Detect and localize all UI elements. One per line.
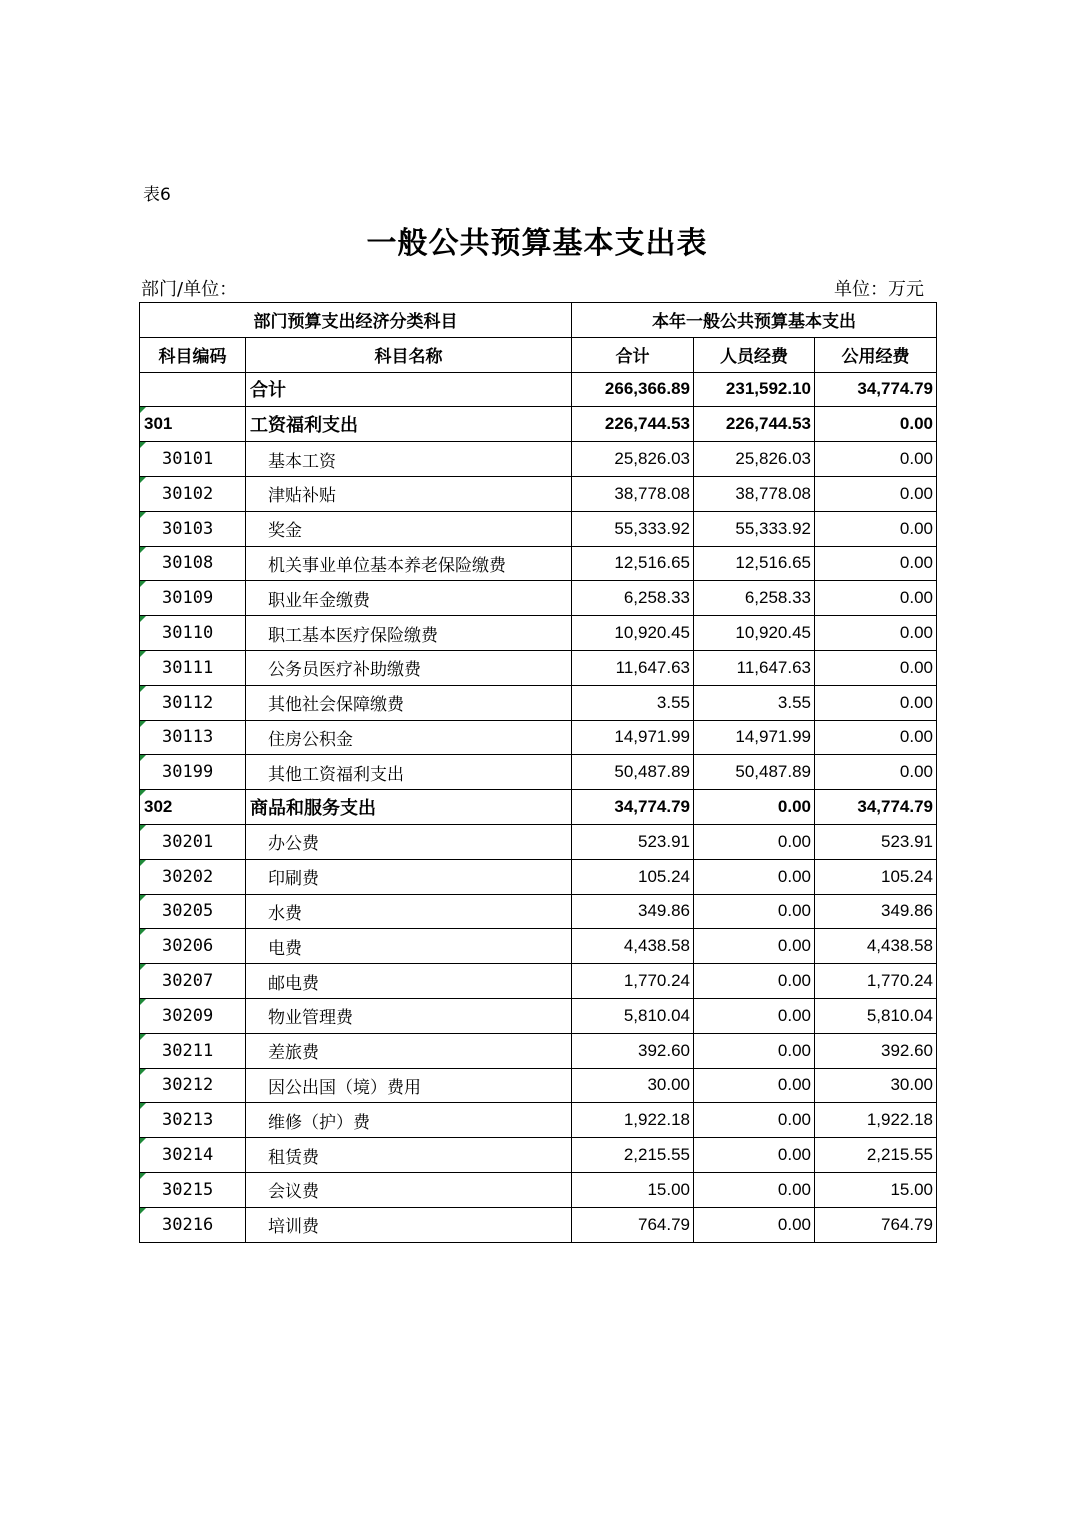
page-title: 一般公共预算基本支出表: [366, 226, 708, 261]
table-row: [140, 720, 937, 755]
cell-personnel: 0.00: [694, 1103, 815, 1138]
cell-personnel: 0.00: [694, 790, 815, 825]
cell-personnel: 50,487.89: [694, 755, 815, 790]
cell-total: 30.00: [572, 1068, 694, 1103]
cell-code: 30109: [140, 581, 246, 616]
cell-public: 0.00: [815, 546, 937, 581]
cell-code: 30214: [140, 1138, 246, 1173]
cell-name: 机关事业单位基本养老保险缴费: [246, 546, 572, 581]
cell-public: 349.86: [815, 894, 937, 929]
table-row: [140, 998, 937, 1033]
cell-name: 租赁费: [246, 1138, 572, 1173]
cell-total: 1,922.18: [572, 1103, 694, 1138]
cell-public: 0.00: [815, 407, 937, 442]
cell-personnel: 12,516.65: [694, 546, 815, 581]
cell-public: 0.00: [815, 511, 937, 546]
cell-personnel: 55,333.92: [694, 511, 815, 546]
cell-total: 15.00: [572, 1172, 694, 1207]
cell-total: 105.24: [572, 859, 694, 894]
cell-public: 0.00: [815, 581, 937, 616]
cell-total: 5,810.04: [572, 998, 694, 1033]
table-row: [140, 407, 937, 442]
cell-name: 商品和服务支出: [246, 790, 572, 825]
cell-name: 职业年金缴费: [246, 581, 572, 616]
cell-total: 764.79: [572, 1207, 694, 1242]
header-group-row: [140, 303, 937, 338]
table-row: [140, 1138, 937, 1173]
cell-total: 34,774.79: [572, 790, 694, 825]
cell-code: 30102: [140, 476, 246, 511]
cell-total: 266,366.89: [572, 372, 694, 407]
cell-name: 办公费: [246, 824, 572, 859]
cell-name: 电费: [246, 929, 572, 964]
table-row: [140, 511, 937, 546]
cell-code: 30103: [140, 511, 246, 546]
table-row: [140, 1033, 937, 1068]
table-row: [140, 581, 937, 616]
table-row: [140, 824, 937, 859]
cell-public: 2,215.55: [815, 1138, 937, 1173]
cell-name: 基本工资: [246, 442, 572, 477]
cell-public: 34,774.79: [815, 790, 937, 825]
cell-total: 6,258.33: [572, 581, 694, 616]
cell-public: 4,438.58: [815, 929, 937, 964]
cell-personnel: 226,744.53: [694, 407, 815, 442]
cell-public: 523.91: [815, 824, 937, 859]
cell-public: 0.00: [815, 650, 937, 685]
cell-public: 0.00: [815, 476, 937, 511]
cell-code: 30212: [140, 1068, 246, 1103]
cell-personnel: 0.00: [694, 824, 815, 859]
table-row: [140, 685, 937, 720]
table-row: [140, 442, 937, 477]
cell-name: 水费: [246, 894, 572, 929]
cell-code: 301: [140, 407, 246, 442]
cell-public: 0.00: [815, 685, 937, 720]
cell-name: 公务员医疗补助缴费: [246, 650, 572, 685]
cell-personnel: 3.55: [694, 685, 815, 720]
cell-personnel: 231,592.10: [694, 372, 815, 407]
cell-code: 30216: [140, 1207, 246, 1242]
cell-personnel: 0.00: [694, 929, 815, 964]
cell-personnel: 0.00: [694, 964, 815, 999]
cell-public: 1,922.18: [815, 1103, 937, 1138]
cell-code: 30101: [140, 442, 246, 477]
cell-public: 15.00: [815, 1172, 937, 1207]
cell-name: 会议费: [246, 1172, 572, 1207]
cell-personnel: 0.00: [694, 1138, 815, 1173]
cell-code: 30211: [140, 1033, 246, 1068]
cell-public: 30.00: [815, 1068, 937, 1103]
header-economic-classification: 部门预算支出经济分类科目: [140, 303, 572, 338]
cell-public: 0.00: [815, 720, 937, 755]
cell-total: 14,971.99: [572, 720, 694, 755]
table-number-label: 表6: [143, 185, 171, 205]
header-name: 科目名称: [246, 337, 572, 372]
cell-name: 其他社会保障缴费: [246, 685, 572, 720]
cell-name: 住房公积金: [246, 720, 572, 755]
table-row: [140, 929, 937, 964]
cell-code: 30111: [140, 650, 246, 685]
cell-personnel: 25,826.03: [694, 442, 815, 477]
cell-name: 培训费: [246, 1207, 572, 1242]
cell-name: 工资福利支出: [246, 407, 572, 442]
cell-total: 50,487.89: [572, 755, 694, 790]
cell-code: 30112: [140, 685, 246, 720]
cell-personnel: 6,258.33: [694, 581, 815, 616]
table-row: [140, 372, 937, 407]
cell-personnel: 11,647.63: [694, 650, 815, 685]
cell-personnel: 0.00: [694, 1068, 815, 1103]
table-row: [140, 546, 937, 581]
cell-name: 职工基本医疗保险缴费: [246, 616, 572, 651]
table-row: [140, 1172, 937, 1207]
cell-personnel: 0.00: [694, 998, 815, 1033]
cell-total: 1,770.24: [572, 964, 694, 999]
table-row: [140, 476, 937, 511]
header-total: 合计: [572, 337, 694, 372]
table-row: [140, 755, 937, 790]
cell-name: 奖金: [246, 511, 572, 546]
cell-personnel: 0.00: [694, 1172, 815, 1207]
cell-personnel: 0.00: [694, 1207, 815, 1242]
cell-code: 30207: [140, 964, 246, 999]
cell-personnel: 10,920.45: [694, 616, 815, 651]
cell-total: 3.55: [572, 685, 694, 720]
cell-total: 12,516.65: [572, 546, 694, 581]
cell-public: 1,770.24: [815, 964, 937, 999]
cell-personnel: 0.00: [694, 859, 815, 894]
table-row: [140, 964, 937, 999]
table-row: [140, 1103, 937, 1138]
cell-public: 5,810.04: [815, 998, 937, 1033]
cell-total: 392.60: [572, 1033, 694, 1068]
cell-code: 30213: [140, 1103, 246, 1138]
cell-total: 25,826.03: [572, 442, 694, 477]
table-row: [140, 1207, 937, 1242]
cell-public: 34,774.79: [815, 372, 937, 407]
cell-code: 30209: [140, 998, 246, 1033]
cell-code: 30205: [140, 894, 246, 929]
table-row: [140, 790, 937, 825]
cell-name: 差旅费: [246, 1033, 572, 1068]
cell-name: 津贴补贴: [246, 476, 572, 511]
cell-total: 38,778.08: [572, 476, 694, 511]
cell-public: 0.00: [815, 755, 937, 790]
cell-total: 226,744.53: [572, 407, 694, 442]
cell-personnel: 38,778.08: [694, 476, 815, 511]
cell-total: 523.91: [572, 824, 694, 859]
cell-code: 30215: [140, 1172, 246, 1207]
cell-public: 0.00: [815, 616, 937, 651]
cell-code: 30110: [140, 616, 246, 651]
cell-name: 印刷费: [246, 859, 572, 894]
cell-name: 因公出国（境）费用: [246, 1068, 572, 1103]
cell-public: 764.79: [815, 1207, 937, 1242]
cell-personnel: 0.00: [694, 894, 815, 929]
cell-total: 2,215.55: [572, 1138, 694, 1173]
table-row: [140, 616, 937, 651]
cell-total: 349.86: [572, 894, 694, 929]
table-row: [140, 894, 937, 929]
cell-total: 10,920.45: [572, 616, 694, 651]
cell-personnel: 0.00: [694, 1033, 815, 1068]
cell-name: 物业管理费: [246, 998, 572, 1033]
cell-total: 4,438.58: [572, 929, 694, 964]
cell-code: 30199: [140, 755, 246, 790]
header-public: 公用经费: [815, 337, 937, 372]
cell-name: 其他工资福利支出: [246, 755, 572, 790]
cell-code: 30206: [140, 929, 246, 964]
cell-total: 55,333.92: [572, 511, 694, 546]
cell-name: 邮电费: [246, 964, 572, 999]
department-label: 部门/单位：: [141, 279, 238, 300]
cell-public: 105.24: [815, 859, 937, 894]
table-row: [140, 859, 937, 894]
table-row: [140, 1068, 937, 1103]
cell-code: 30113: [140, 720, 246, 755]
header-basic-expenditure: 本年一般公共预算基本支出: [572, 303, 937, 338]
header-code: 科目编码: [140, 337, 246, 372]
budget-table: [139, 302, 937, 1243]
cell-personnel: 14,971.99: [694, 720, 815, 755]
cell-code: 302: [140, 790, 246, 825]
table-row: [140, 650, 937, 685]
cell-code: 30201: [140, 824, 246, 859]
header-personnel: 人员经费: [694, 337, 815, 372]
header-column-row: [140, 337, 937, 372]
cell-public: 392.60: [815, 1033, 937, 1068]
cell-code: 30108: [140, 546, 246, 581]
cell-code: [140, 372, 246, 407]
cell-name: 合计: [246, 372, 572, 407]
cell-name: 维修（护）费: [246, 1103, 572, 1138]
cell-public: 0.00: [815, 442, 937, 477]
cell-code: 30202: [140, 859, 246, 894]
unit-label: 单位：万元: [834, 279, 924, 300]
cell-total: 11,647.63: [572, 650, 694, 685]
